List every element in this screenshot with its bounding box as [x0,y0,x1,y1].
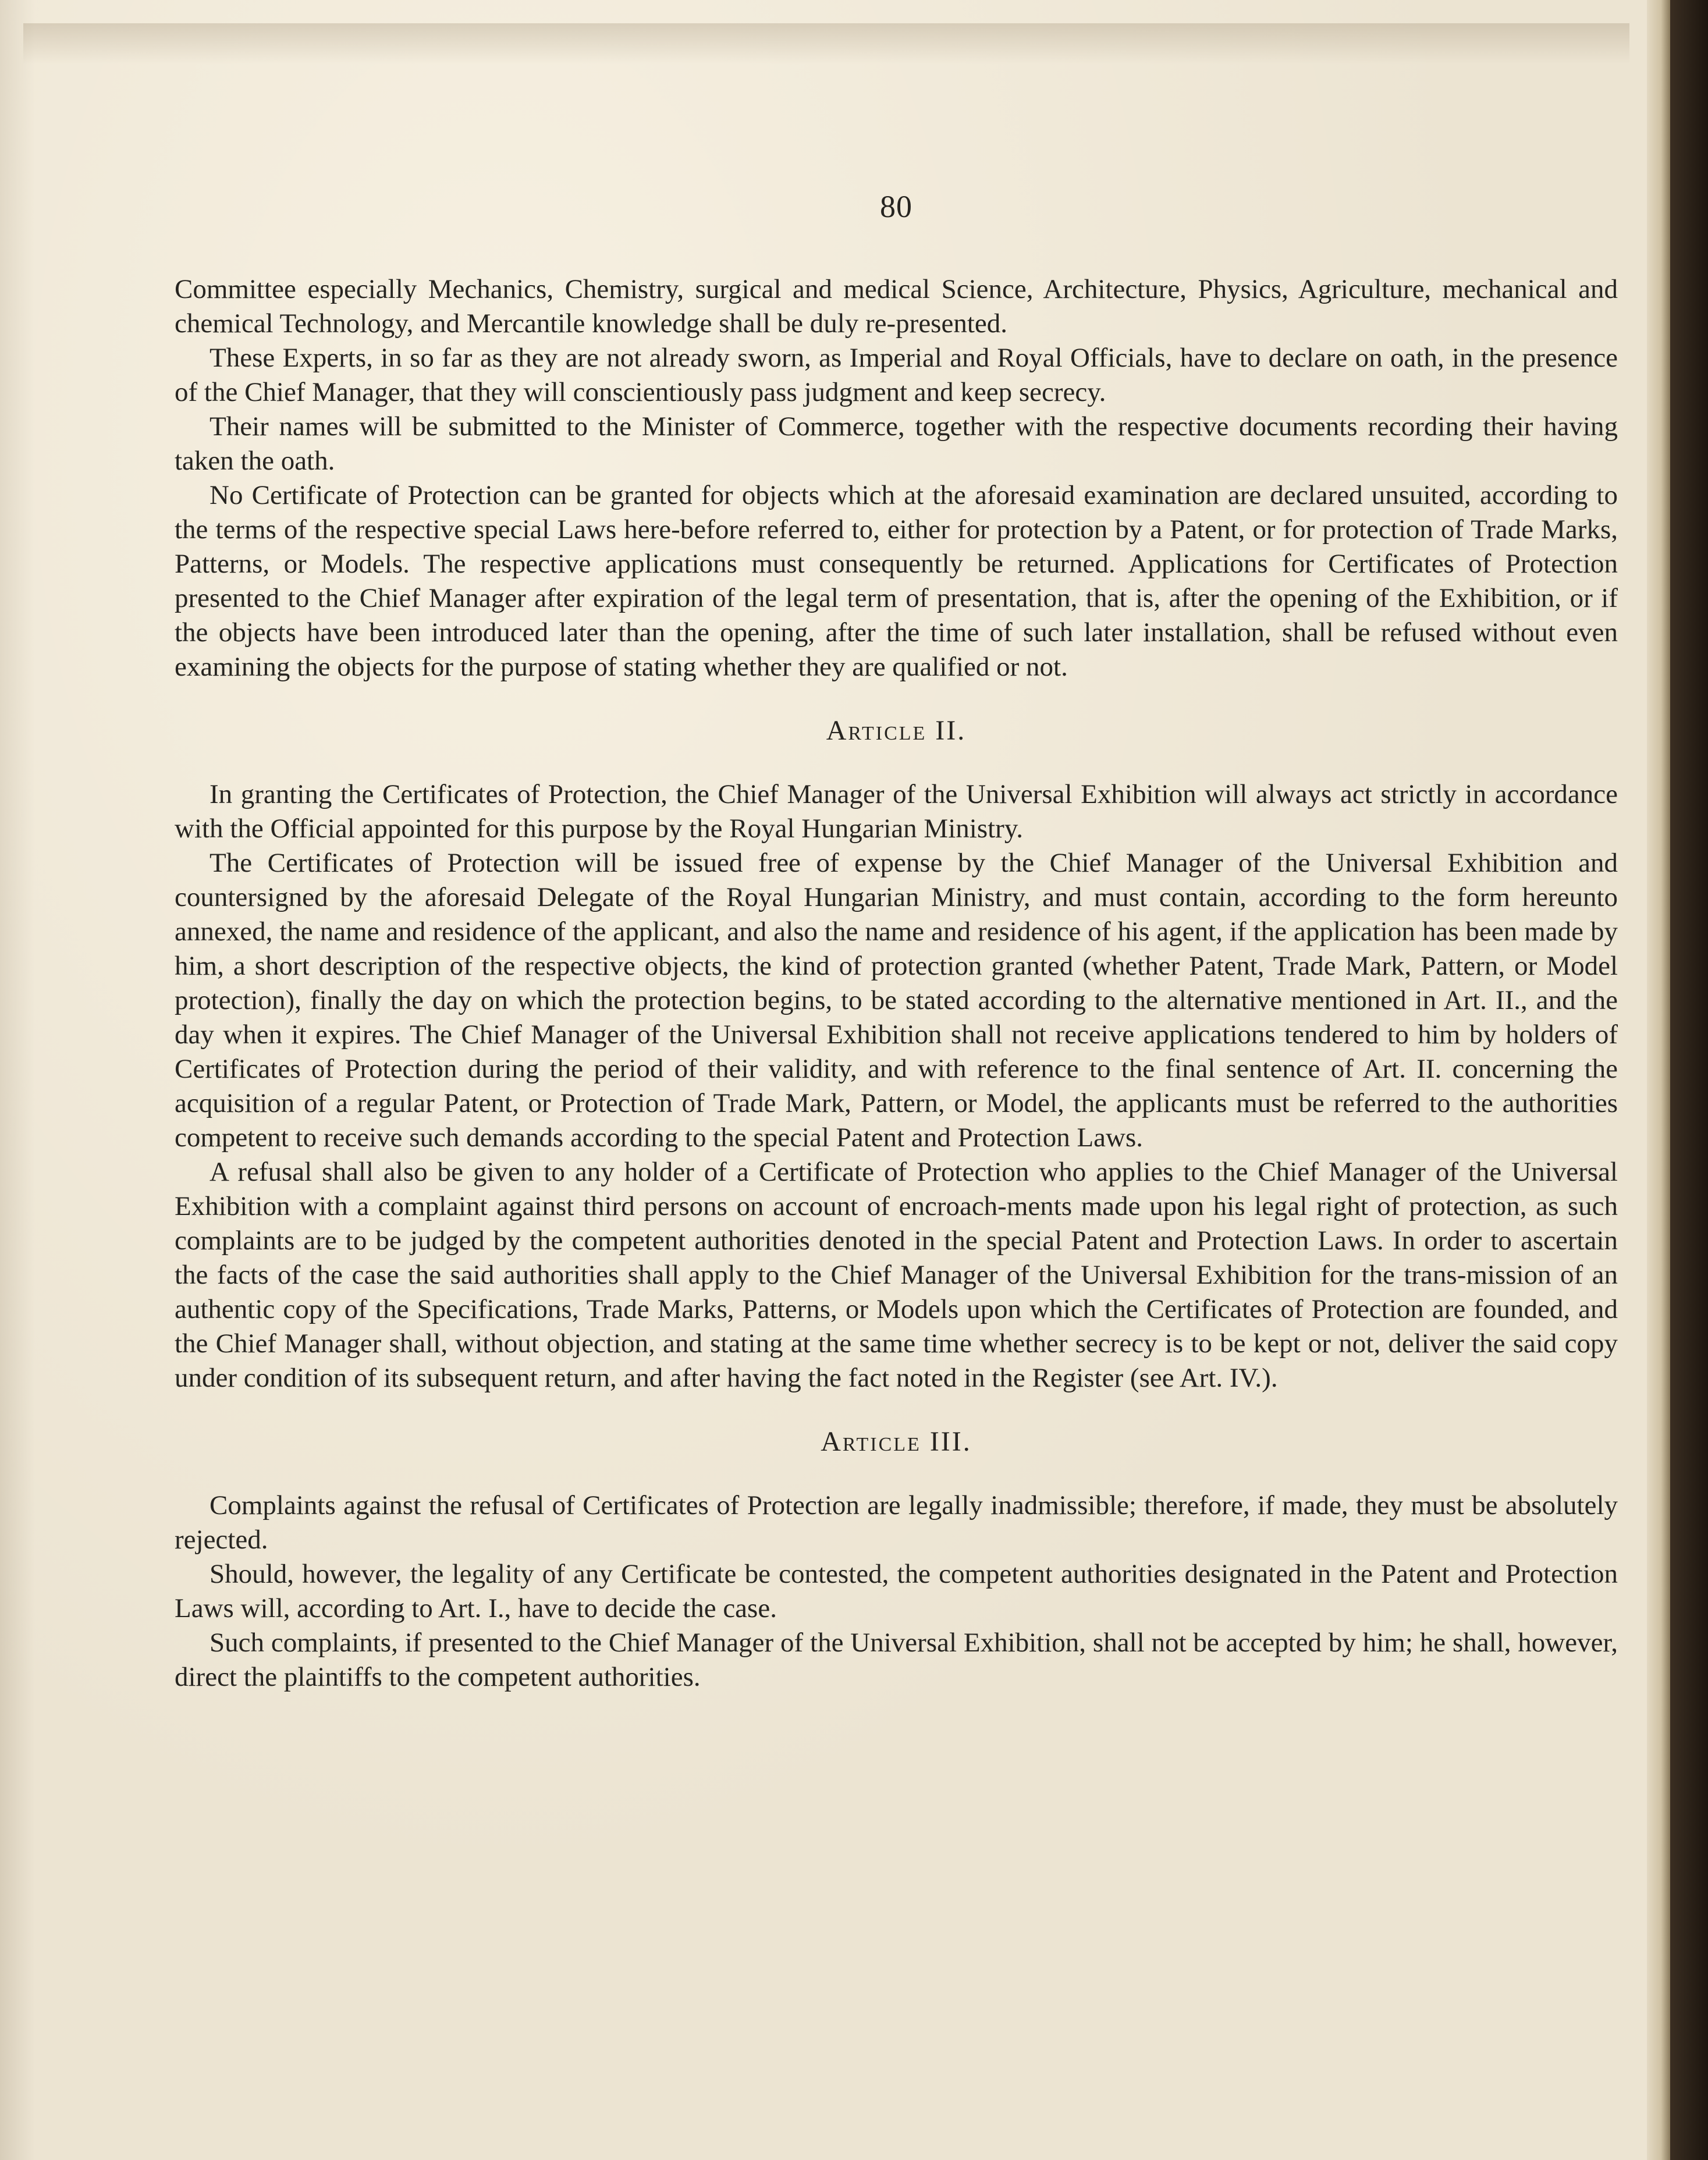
paragraph-committee: Committee especially Mechanics, Chemistry, surgical and medical Science, Architecture, Physics, Agriculture, mechanical and chemical Technology, and Mercantile knowledge shall be duly re-presented. [175,274,1618,339]
article-2-paragraph-2: The Certificates of Protection will be issued free of expense by the Chief Manager of the Universal Exhibition and countersigned by the aforesaid Delegate of the Royal Hungarian Ministry, and must contain, according to the form hereunto annexed, the name and residence of the applicant, and also the name and residence of his agent, if the application has been made by him, a short description of the respective objects, the kind of protection granted (whether Patent, Trade Mark, Pattern, or Model protection), finally the day on which the protection begins, to be stated according to the alternative mentioned in Art. II., and the day when it expires. The Chief Manager of the Universal Exhibition shall not receive applications tendered to him by holders of Certificates of Protection during the period of their validity, and with reference to the final sentence of Art. II. concerning the acquisition of a regular Patent, or Protection of Trade Mark, Pattern, or Model, the applicants must be referred to the authorities competent to receive such demands according to the special Patent and Protection Laws. [175,848,1618,1153]
document-page [175,175,1618,1978]
page-number: 80 [880,189,912,224]
article-3-paragraph-2: Should, however, the legality of any Certificate be contested, the competent authorities designated in the Patent and Protection Laws will, according to Art. I., have to decide the case. [175,1559,1618,1623]
paragraph-experts: These Experts, in so far as they are not already sworn, as Imperial and Royal Officials, have to declare on oath, in the presence of the Chief Manager, that they will conscientiously pass judgment and keep secrecy. [175,343,1618,407]
article-2-paragraph-1: In granting the Certificates of Protection, the Chief Manager of the Universal Exhibition will always act strictly in accordance with the Official appointed for this purpose by the Royal Hungarian Ministry. [175,779,1618,844]
page-shadow [23,23,1629,64]
article-2-heading: Article II. [826,715,967,746]
paragraph-no-certificate: No Certificate of Protection can be granted for objects which at the aforesaid examination are declared unsuited, according to the terms of the respective special Laws here-before referred to, either for protection by a Patent, or for protection of Trade Marks, Patterns, or Models. The respective applications must consequently be returned. Applications for Certificates of Protection presented to the Chief Manager after expiration of the legal term of presentation, that is, after the opening of the Exhibition, or if the objects have been introduced later than the opening, after the time of such later installation, shall be refused without even examining the objects for the purpose of stating whether they are qualified or not. [175,480,1618,682]
article-3-heading: Article III. [821,1426,972,1457]
article-2-paragraph-3: A refusal shall also be given to any holder of a Certificate of Protection who applies to the Chief Manager of the Universal Exhibition with a complaint against third persons on account of encroach-ments made upon his legal right of protection, as such complaints are to be judged by the competent authorities denoted in the special Patent and Protection Laws. In order to ascertain the facts of the case the said authorities shall apply to the Chief Manager of the Universal Exhibition for the trans-mission of an authentic copy of the Specifications, Trade Marks, Patterns, or Models upon which the Certificates of Protection are founded, and the Chief Manager shall, without objection, and stating at the same time whether secrecy is to be kept or not, deliver the said copy under condition of its subsequent return, and after having the fact noted in the Register (see Art. IV.). [175,1157,1618,1393]
paragraph-names: Their names will be submitted to the Minister of Commerce, together with the respective documents recording their having taken the oath. [175,411,1618,476]
book-spine [1670,0,1708,2160]
article-3-paragraph-1: Complaints against the refusal of Certificates of Protection are legally inadmissible; therefore, if made, they must be absolutely rejected. [175,1490,1618,1555]
page-edge [1647,0,1670,2160]
article-3-paragraph-3: Such complaints, if presented to the Chief Manager of the Universal Exhibition, shall not be accepted by him; he shall, however, direct the plaintiffs to the competent authorities. [175,1628,1618,1692]
